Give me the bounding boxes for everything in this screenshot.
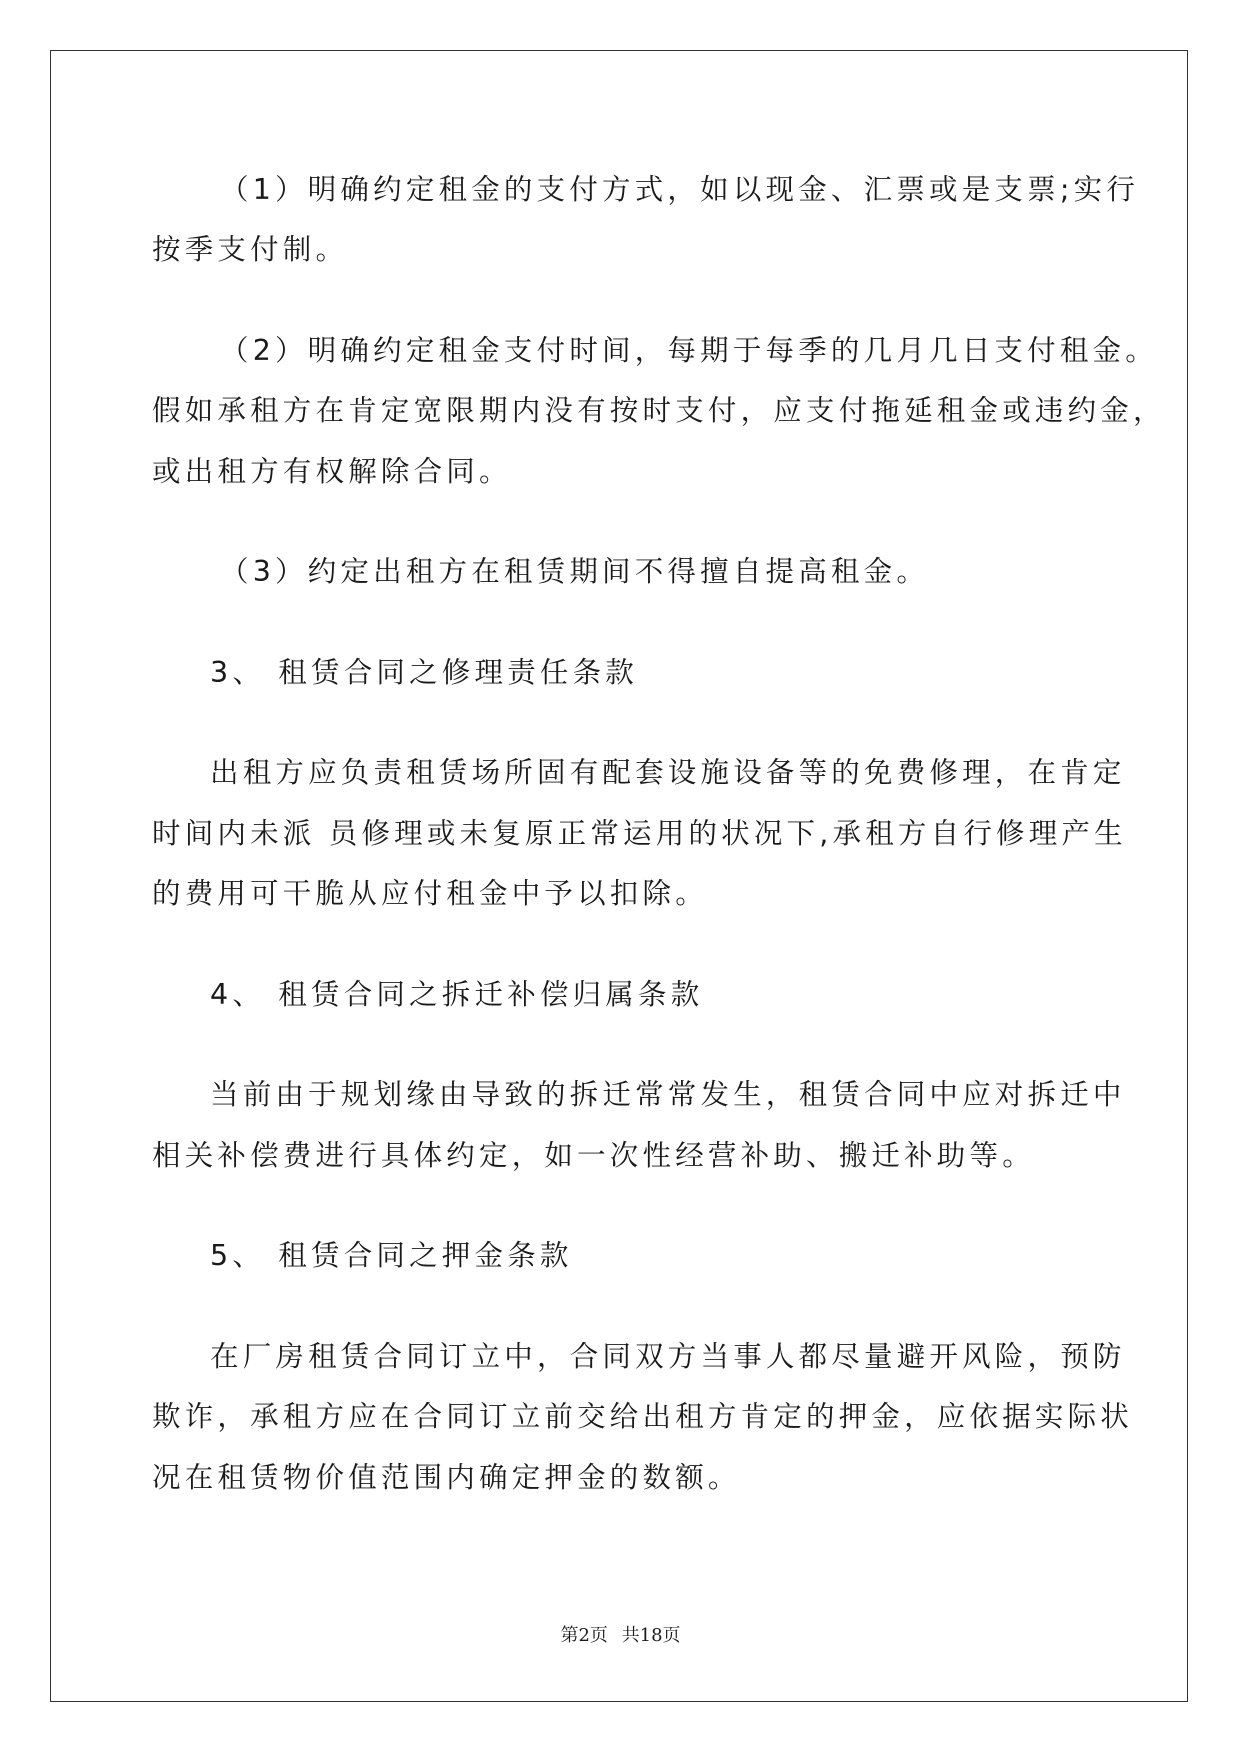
section-heading: 5、 租赁合同之押金条款 bbox=[210, 1239, 573, 1272]
section-heading: 4、 租赁合同之拆迁补偿归属条款 bbox=[210, 978, 704, 1011]
page-number: 第2页 bbox=[560, 1625, 608, 1646]
paragraph-line: 欺诈，承租方应在合同订立前交给出租方肯定的押金，应依据实际状 bbox=[152, 1400, 1134, 1433]
paragraph-line: （3）约定出租方在租赁期间不得擅自提高租金。 bbox=[220, 555, 930, 588]
paragraph-line: （1）明确约定租金的支付方式，如以现金、汇票或是支票;实行 bbox=[220, 173, 1140, 206]
page-total: 共18页 bbox=[621, 1625, 681, 1646]
page-footer bbox=[0, 1623, 1241, 1649]
paragraph-line: 况在租赁物价值范围内确定押金的数额。 bbox=[152, 1461, 741, 1494]
paragraph-line: 时间内未派 员修理或未复原正常运用的状况下,承租方自行修理产生 bbox=[152, 817, 1127, 850]
paragraph-line: 出租方应负责租赁场所固有配套设施设备等的免费修理，在肯定 bbox=[210, 756, 1126, 789]
section-heading: 3、 租赁合同之修理责任条款 bbox=[210, 656, 638, 689]
paragraph-line: 在厂房租赁合同订立中，合同双方当事人都尽量避开风险，预防 bbox=[210, 1340, 1126, 1373]
paragraph-line: 按季支付制。 bbox=[152, 233, 349, 266]
paragraph-line: （2）明确约定租金支付时间，每期于每季的几月几日支付租金。 bbox=[220, 334, 1158, 367]
paragraph-line: 假如承租方在肯定宽限期内没有按时支付，应支付拖延租金或违约金， bbox=[152, 394, 1166, 427]
paragraph-line: 相关补偿费进行具体约定，如一次性经营补助、搬迁补助等。 bbox=[152, 1139, 1035, 1172]
paragraph-line: 的费用可干脆从应付租金中予以扣除。 bbox=[152, 877, 708, 910]
paragraph-line: 或出租方有权解除合同。 bbox=[152, 455, 512, 488]
paragraph-line: 当前由于规划缘由导致的拆迁常常发生，租赁合同中应对拆迁中 bbox=[210, 1078, 1126, 1111]
